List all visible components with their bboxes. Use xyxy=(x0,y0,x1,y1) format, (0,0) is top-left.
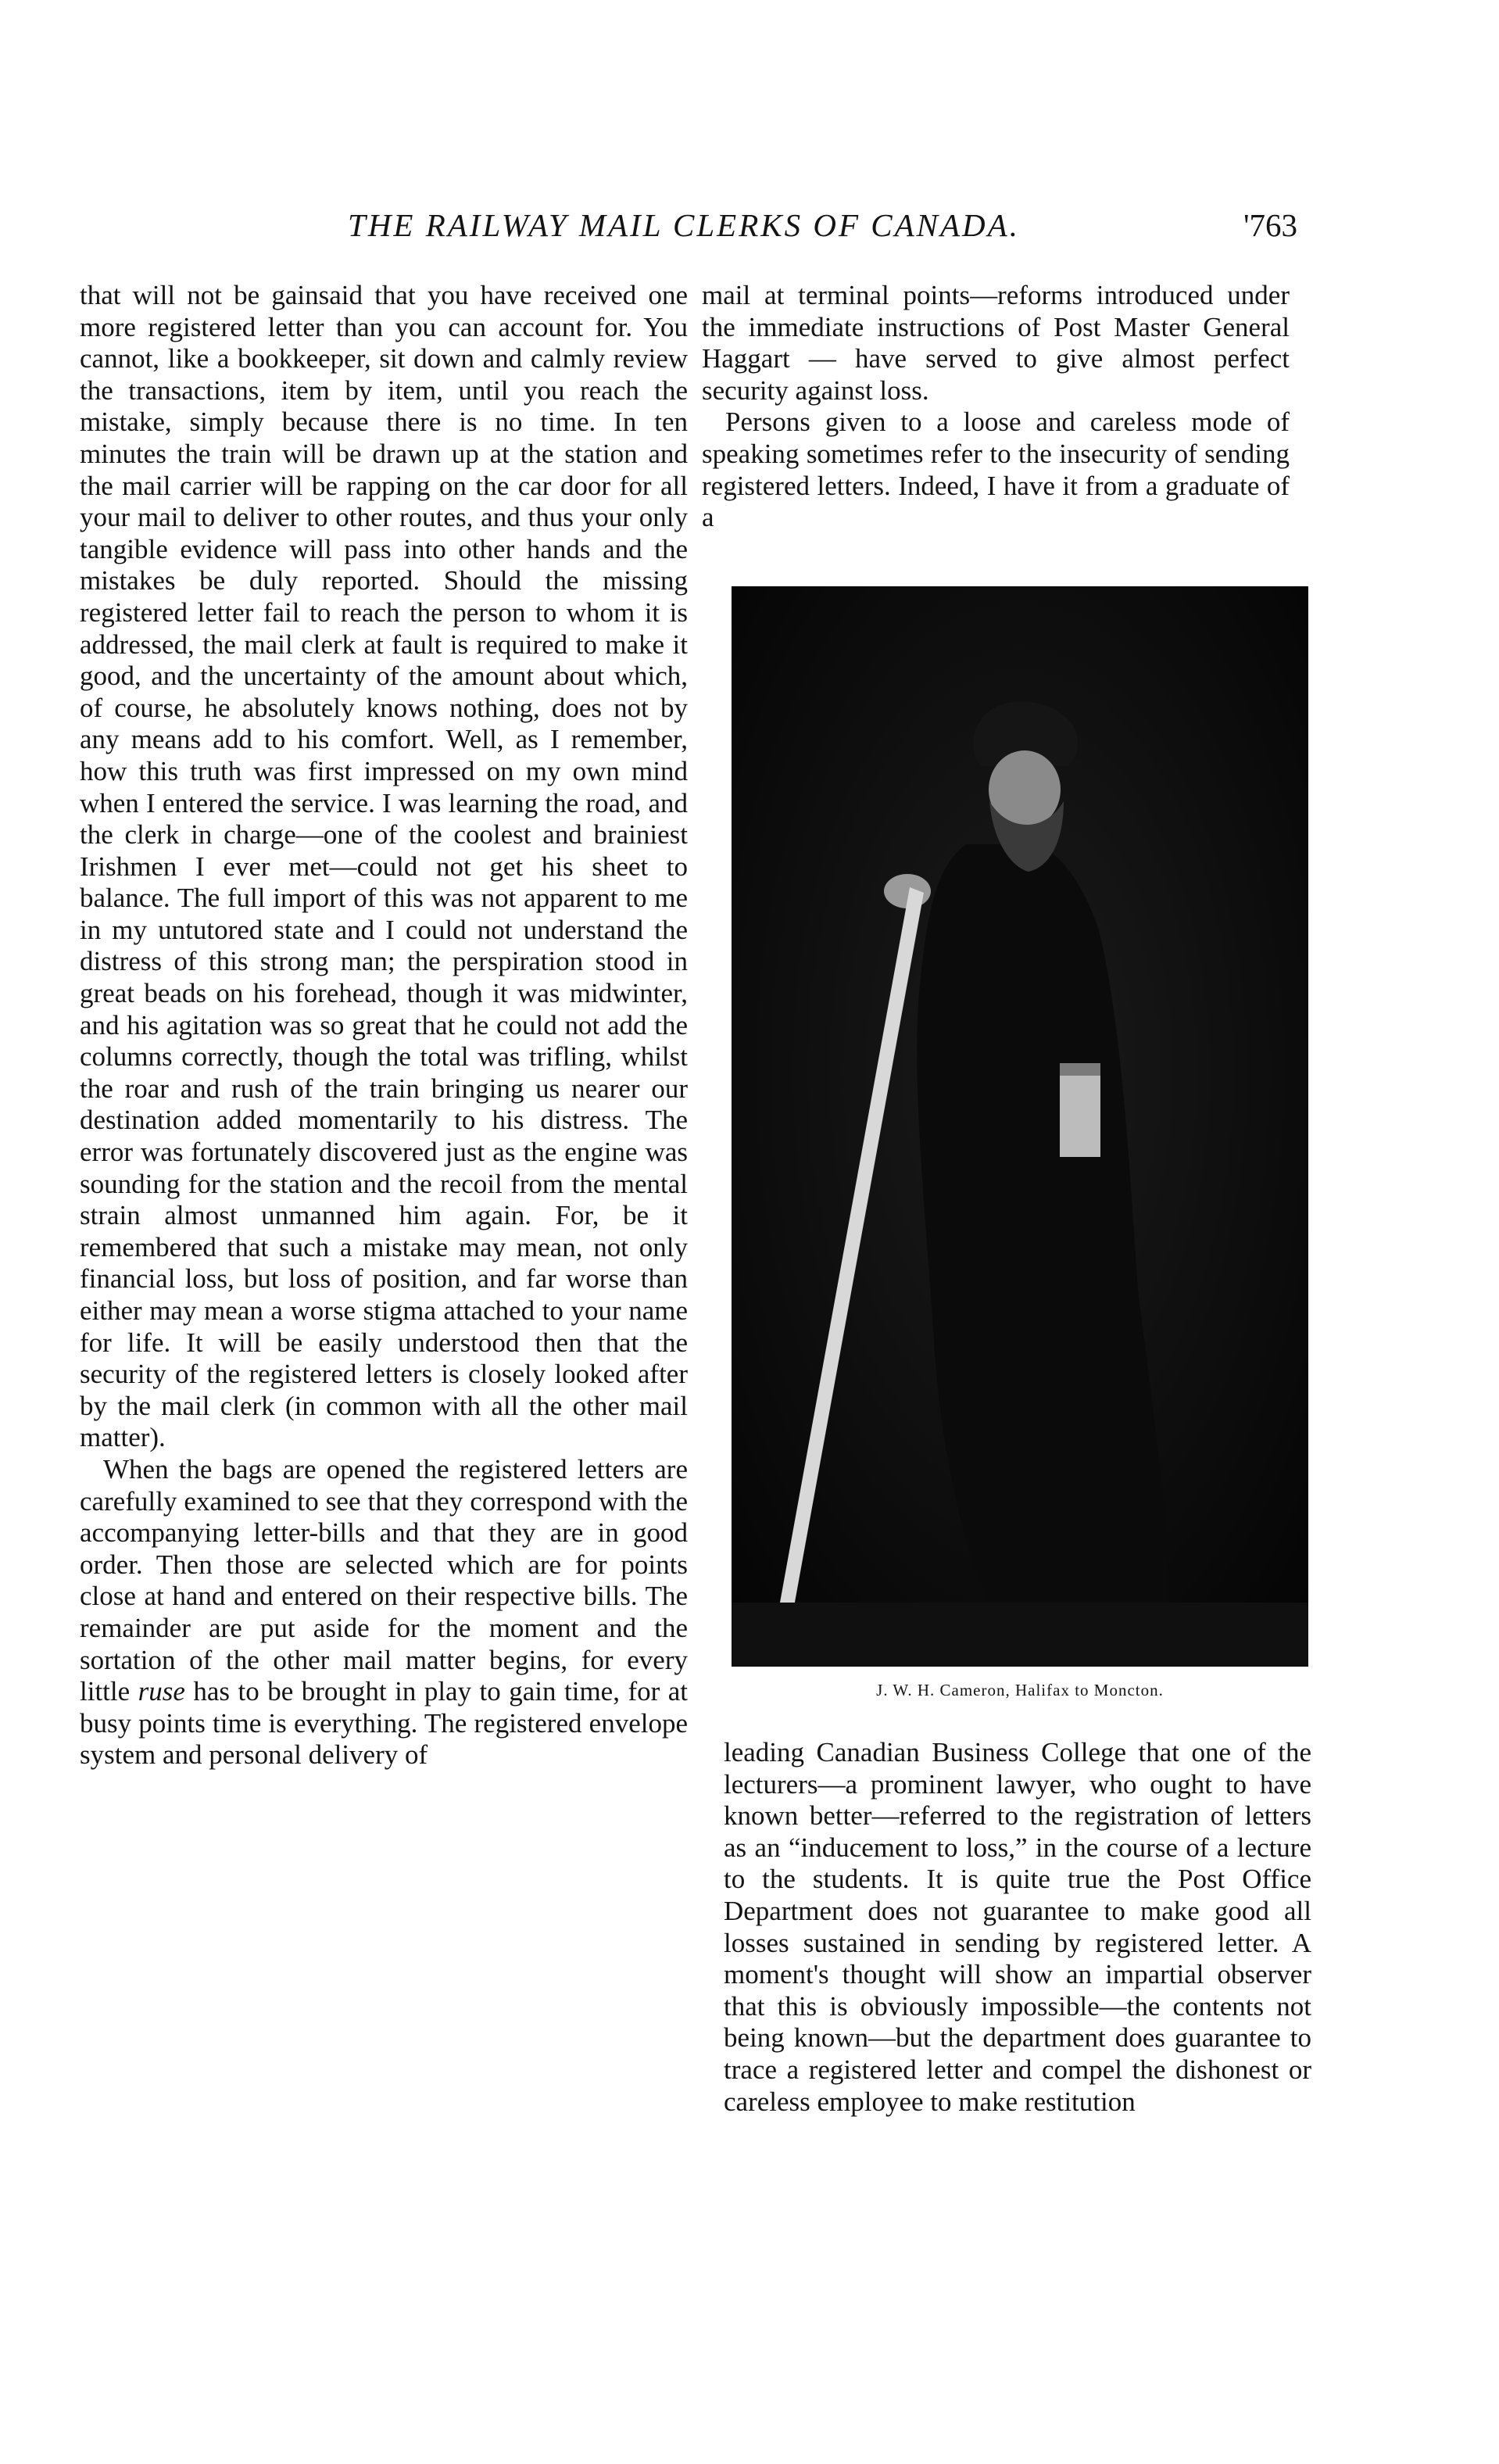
portrait-illustration xyxy=(732,586,1308,1667)
running-title: THE RAILWAY MAIL CLERKS OF CANADA. xyxy=(348,207,1020,243)
right-column-top xyxy=(702,280,1290,534)
ruse-italic: ruse xyxy=(138,1676,185,1707)
page-number: '763 xyxy=(1243,207,1297,243)
page-header xyxy=(289,202,1297,256)
right-paragraph-2: Persons given to a loose and careless mode of speaking sometimes refer to the insecurity of sending registered letters. Indeed, I have it from a graduate of a xyxy=(702,406,1290,533)
left-column xyxy=(80,280,688,1771)
portrait-photo xyxy=(732,586,1308,1667)
left-paragraph-1: that will not be gainsaid that you have received one more registered letter than you can account for. You cannot, like a bookkeeper, sit down and calmly review the transactions, item by item, until you reach the mistake, simply because there is no time. In ten minutes the train will be drawn up at the station and the mail carrier will be rapping on the car door for all your mail to deliver to other routes, and thus your only tangible evidence will pass into other hands and the mistakes be duly reported. Should the missing registered letter fail to reach the person to whom it is addressed, the mail clerk at fault is required to make it good, and the uncertainty of the amount about which, of course, he absolutely knows nothing, does not by any means add to his comfort. Well, as I remember, how this truth was first impressed on my own mind when I entered the service. I was learning the road, and the clerk in charge—one of the coolest and brainiest Irishmen I ever met—could not get his sheet to balance. The full import of this was not apparent to me in my untutored state and I could not understand the distress of this strong man; the perspiration stood in great beads on his forehead, though it was midwinter, and his agitation was so great that he could not add the columns correctly, though the total was trifling, whilst the roar and rush of the train bringing us nearer our destination added momentarily to his distress. The error was fortunately discovered just as the engine was sounding for the station and the recoil from the mental strain almost unmanned him again. For, be it remembered that such a mistake may mean, not only financial loss, but loss of position, and far worse than either may mean a worse stigma attached to your name for life. It will be easily understood then that the security of the registered letters is closely looked after by the mail clerk (in common with all the other mail matter). xyxy=(80,280,688,1453)
left-paragraph-2-start: When the bags are opened the registered letters are carefully examined to see that they correspond with the accompanying letter-bills and that they are in good order. Then those are selected which are for points close at hand and entered on their respective bills. The remainder are put aside for the moment and the sortation of the other mail matter begins, for every little xyxy=(80,1453,688,1707)
right-paragraph-1: mail at terminal points—reforms introduced under the immediate instructions of Post Master General Haggart — have served to give almost perfect security against loss. xyxy=(702,280,1290,406)
left-paragraph-2-end: has to be brought in play to gain time, for at busy points time is everything. The registered envelope system and personal delivery of xyxy=(80,1676,688,1771)
right-column-bottom xyxy=(724,1737,1311,2118)
right-paragraph-3: leading Canadian Business College that one of the lecturers—a prominent lawyer, who ought to have known better—referred to the registration of letters as an “inducement to loss,” in the course of a lecture to the students. It is quite true the Post Office Department does not guarantee to make good all losses sustained in sending by registered letter. A moment's thought will show an impartial observer that this is obviously impossible—the contents not being known—but the department does guarantee to trace a registered letter and compel the dishonest or careless employee to make restitution xyxy=(724,1737,1311,2117)
figure-caption: J. W. H. Cameron, Halifax to Moncton. xyxy=(876,1681,1164,1699)
left-paragraph-2 xyxy=(80,1454,688,1771)
